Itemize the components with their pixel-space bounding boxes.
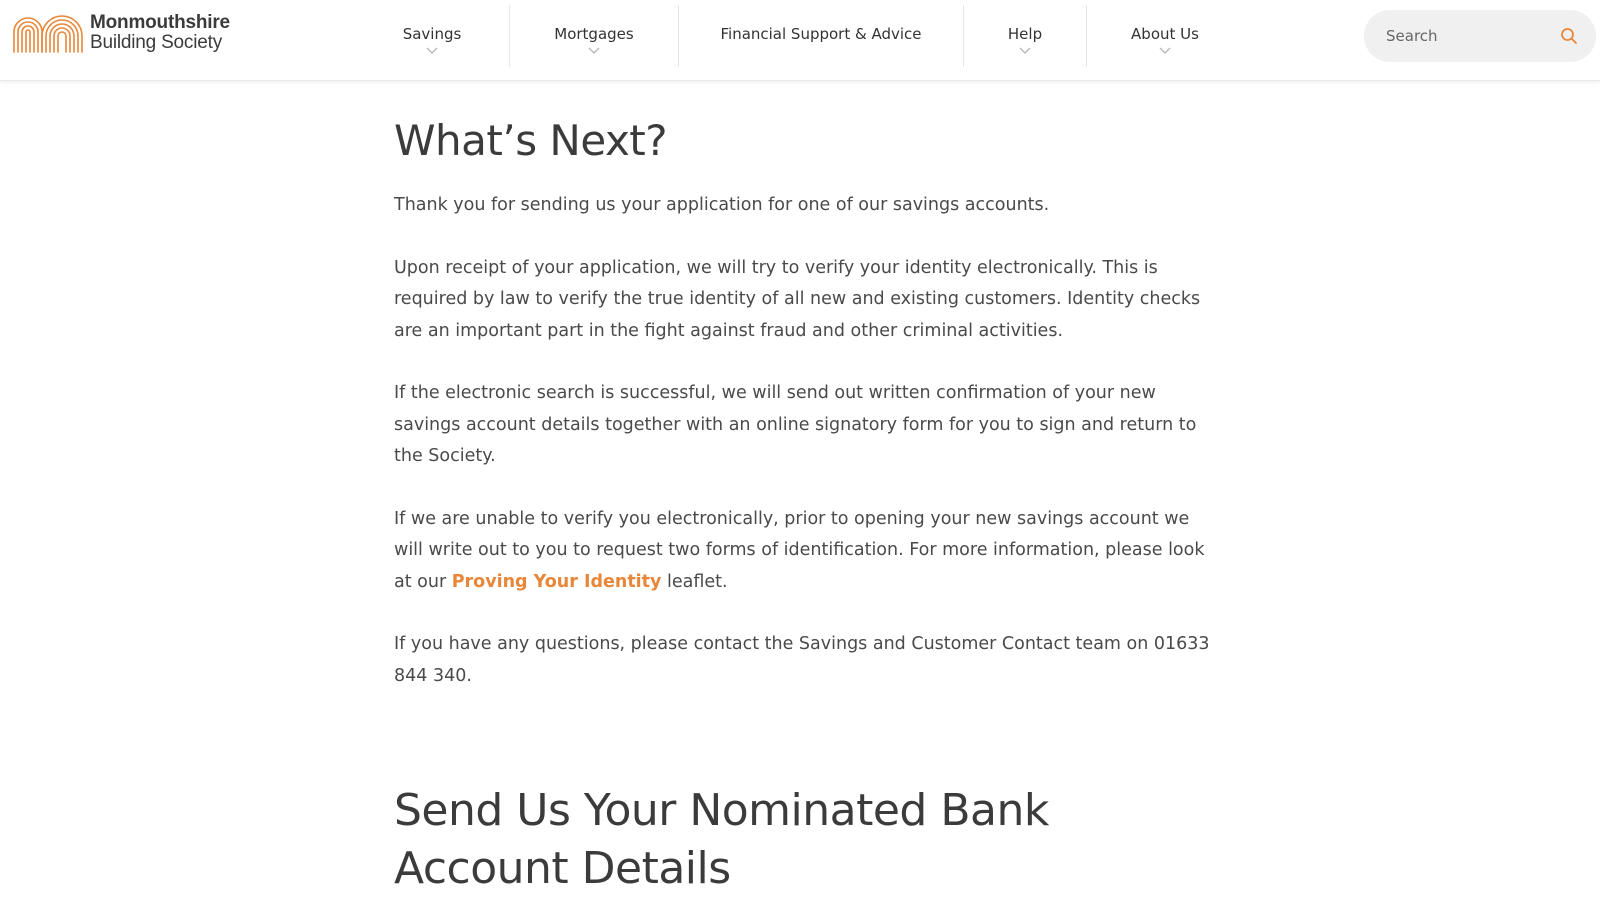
building-society-logo-icon [12,12,84,54]
brand-name-line2: Building Society [90,32,222,53]
site-header [0,0,1600,81]
brand-name-line1: Monmouthshire [90,12,230,33]
nav-item-financial-support-advice[interactable] [679,5,964,67]
page-title: What’s Next? [394,116,668,165]
chevron-down-icon [588,47,600,55]
main-navigation [355,5,1243,67]
nav-item-about-us[interactable] [1087,5,1243,67]
nav-item-help[interactable] [964,5,1087,67]
search-box[interactable] [1364,10,1596,62]
nav-label-financial-support-advice: Financial Support & Advice [720,25,922,43]
search-input[interactable] [1386,10,1546,62]
confirmation-paragraph: If the electronic search is successful, we will send out written confirmation of your new savings account details together with an online signatory form for you to sign and return to the Society. [394,383,1197,466]
identification-text-after: leaflet. [661,571,728,592]
identification-text-before: If we are unable to verify you electronically, prior to opening your new savings account we will write out to you to request two forms of identification. For more information, please look at our [394,508,1205,592]
chevron-down-icon [426,47,438,55]
identification-paragraph [394,504,1214,599]
chevron-down-icon [1019,47,1031,55]
nav-label-mortgages: Mortgages [554,25,634,43]
contact-paragraph: If you have any questions, please contact the Savings and Customer Contact team on 01633 844 340. [394,634,1210,686]
intro-paragraph: Thank you for sending us your application for one of our savings accounts. [394,195,1050,215]
main-content [394,112,1214,898]
search-icon[interactable] [1560,27,1578,45]
brand-name [90,13,230,53]
proving-your-identity-link[interactable]: Proving Your Identity [451,571,662,592]
nav-label-savings: Savings [402,25,462,43]
verification-paragraph: Upon receipt of your application, we will try to verify your identity electronically. This is required by law to verify the true identity of all new and existing customers. Identity checks are an important part in the fight against fraud and other criminal activities. [394,257,1201,341]
nav-label-about-us: About Us [1131,25,1199,43]
nav-item-mortgages[interactable] [510,5,679,67]
chevron-down-icon [1159,47,1171,55]
nav-item-savings[interactable] [355,5,510,67]
brand-logo[interactable] [12,12,230,54]
nav-label-help: Help [1007,25,1043,43]
section-heading-bank-details: Send Us Your Nominated Bank Account Details [394,785,1049,894]
